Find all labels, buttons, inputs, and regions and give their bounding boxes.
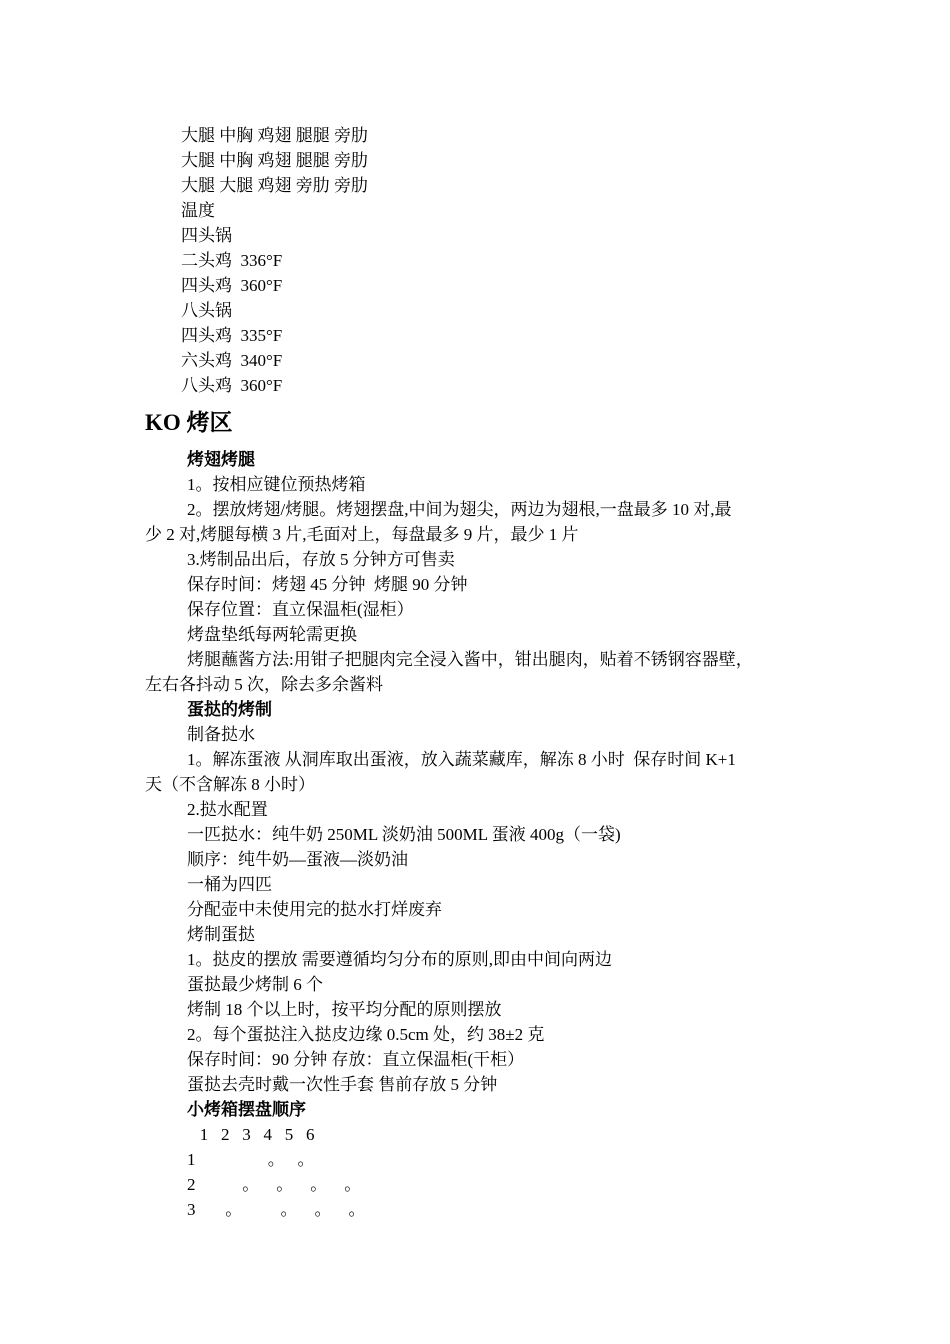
intro-line: 四头鸡 360°F [181, 276, 283, 295]
tart-gloves: 蛋挞去壳时戴一次性手套 售前存放 5 分钟 [187, 1075, 498, 1094]
tart-mix-order: 顺序：纯牛奶—蛋液—淡奶油 [187, 850, 408, 869]
intro-line: 八头锅 [181, 301, 232, 320]
wing-leg-hold-time: 保存时间：烤翅 45 分钟 烤腿 90 分钟 [187, 575, 468, 594]
wing-leg-paper: 烤盘垫纸每两轮需更换 [187, 625, 357, 644]
wing-leg-step2-cont: 少 2 对,烤腿每横 3 片,毛面对上，每盘最多 9 片，最少 1 片 [145, 525, 579, 544]
tart-min: 蛋挞最少烤制 6 个 [187, 975, 323, 994]
oven-row: 1 。 。 [187, 1150, 315, 1169]
intro-line: 大腿 大腿 鸡翅 旁肋 旁肋 [181, 176, 368, 195]
oven-header-row: 1 2 3 4 5 6 [187, 1125, 315, 1144]
oven-row: 2 。 。 。 。 [187, 1175, 362, 1194]
wing-leg-hold-place: 保存位置：直立保温柜(湿柜） [187, 600, 414, 619]
intro-line: 大腿 中胸 鸡翅 腿腿 旁肋 [181, 151, 368, 170]
tart-hold: 保存时间：90 分钟 存放：直立保温柜(干柜） [187, 1050, 525, 1069]
wing-leg-dip-cont: 左右各抖动 5 次，除去多余酱料 [145, 675, 383, 694]
wing-leg-step2: 2。摆放烤翅/烤腿。烤翅摆盘,中间为翅尖，两边为翅根,一盘最多 10 对,最 [187, 500, 732, 519]
tart-mix-formula: 一匹挞水：纯牛奶 250ML 淡奶油 500ML 蛋液 400g（一袋) [187, 825, 621, 844]
tart-thaw-cont: 天（不含解冻 8 小时） [145, 775, 315, 794]
intro-line: 大腿 中胸 鸡翅 腿腿 旁肋 [181, 126, 368, 145]
tart-fill: 2。每个蛋挞注入挞皮边缘 0.5cm 处，约 38±2 克 [187, 1025, 545, 1044]
tart-prep-title: 制备挞水 [187, 725, 255, 744]
wing-leg-step1: 1。按相应键位预热烤箱 [187, 475, 366, 494]
tart-discard: 分配壶中未使用完的挞水打烊废弃 [187, 900, 442, 919]
wing-leg-dip: 烤腿蘸酱方法:用钳子把腿肉完全浸入酱中，钳出腿肉，贴着不锈钢容器壁， [187, 650, 753, 669]
intro-line: 二头鸡 336°F [181, 251, 283, 270]
tart-heading: 蛋挞的烤制 [187, 700, 272, 719]
intro-line: 八头鸡 360°F [181, 376, 283, 395]
wing-leg-step3: 3.烤制品出后，存放 5 分钟方可售卖 [187, 550, 455, 569]
intro-line: 六头鸡 340°F [181, 351, 283, 370]
tart-bucket: 一桶为四匹 [187, 875, 272, 894]
section-title: KO 烤区 [145, 410, 233, 435]
oven-row: 3 。 。 。 。 [187, 1200, 366, 1219]
wing-leg-heading: 烤翅烤腿 [187, 450, 255, 469]
tart-mix-title: 2.挞水配置 [187, 800, 268, 819]
oven-heading: 小烤箱摆盘顺序 [187, 1100, 306, 1119]
intro-line: 四头锅 [181, 226, 232, 245]
tart-place: 1。挞皮的摆放 需要遵循均匀分布的原则,即由中间向两边 [187, 950, 612, 969]
tart-bake-title: 烤制蛋挞 [187, 925, 255, 944]
tart-over18: 烤制 18 个以上时，按平均分配的原则摆放 [187, 1000, 502, 1019]
intro-line: 四头鸡 335°F [181, 326, 283, 345]
tart-thaw: 1。解冻蛋液 从洞库取出蛋液，放入蔬菜藏库，解冻 8 小时 保存时间 K+1 [187, 750, 736, 769]
intro-line: 温度 [181, 201, 215, 220]
